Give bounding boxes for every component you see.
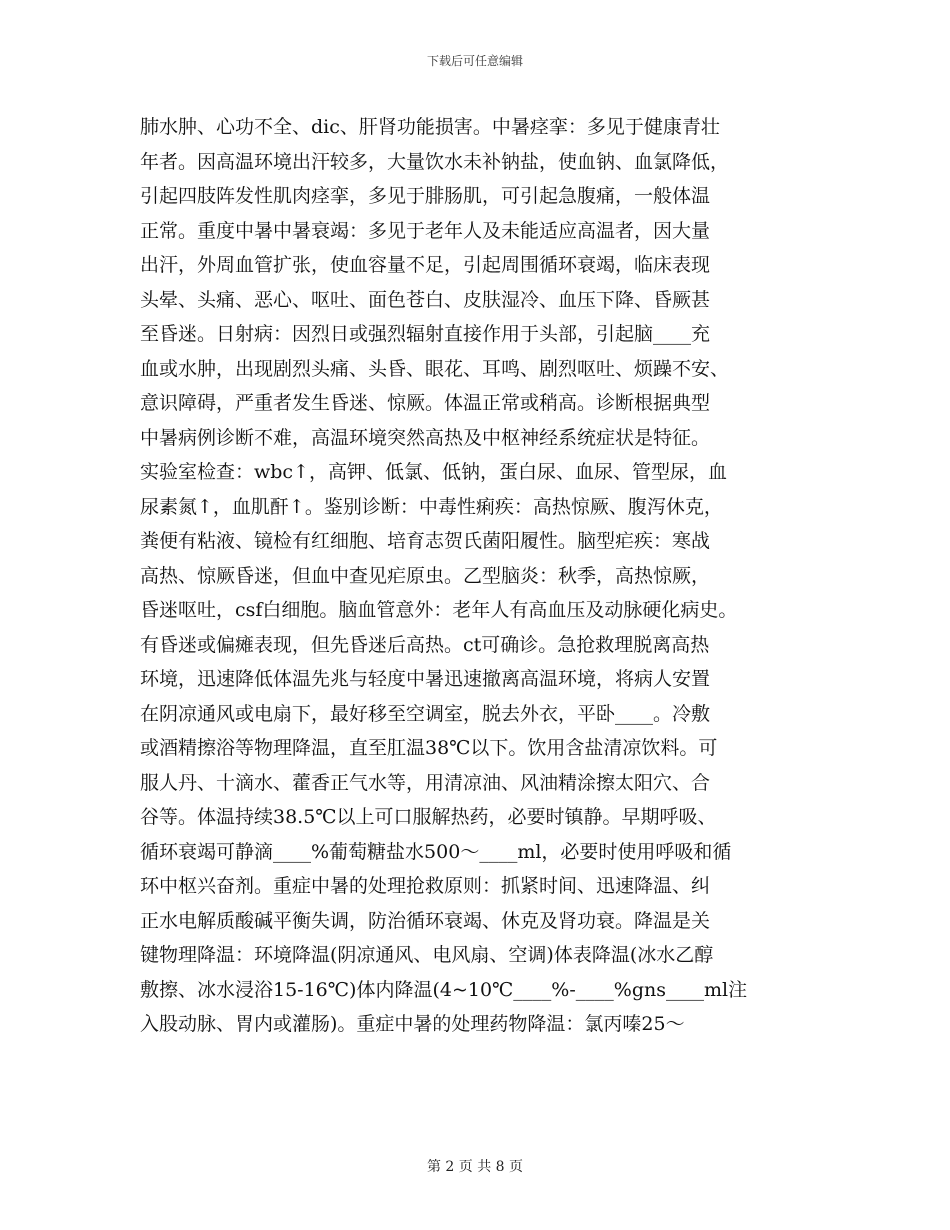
text-line: 实验室检查：wbc↑，高钾、低氯、低钠，蛋白尿、血尿、管型尿，血: [140, 461, 727, 483]
text-line: 年者。因高温环境出汗较多，大量饮水未补钠盐，使血钠、血氯降低，: [140, 150, 730, 173]
text-line: 有昏迷或偏瘫表现，但先昏迷后高热。ct可确诊。急抢救理脱离高热: [140, 633, 710, 656]
text-line: 血或水肿，出现剧烈头痛、头昏、眼花、耳鸣、剧烈呕吐、烦躁不安、: [140, 357, 730, 380]
text-line: 引起四肢阵发性肌肉痉挛，多见于腓肠肌，可引起急腹痛，一般体温: [140, 185, 711, 207]
text-line: 正常。重度中暑中暑衰竭：多见于老年人及未能适应高温者，因大量: [140, 219, 711, 242]
text-line: 谷等。体温持续38.5℃以上可口服解热药，必要时镇静。早期呼吸、: [140, 806, 717, 828]
document-body: [140, 110, 840, 1042]
text-line: 循环衰竭可静滴____%葡萄糖盐水500～____ml，必要时使用呼吸和循: [140, 840, 732, 863]
text-line: 中暑病例诊断不难，高温环境突然高热及中枢神经系统症状是特征。: [140, 426, 711, 449]
text-line: 入股动脉、胃内或灌肠)。重症中暑的处理药物降温：氯丙嗪25～: [140, 1013, 685, 1035]
text-line: 出汗，外周血管扩张，使血容量不足，引起周围循环衰竭，临床表现: [140, 254, 711, 276]
page-header: 下载后可任意编辑: [426, 54, 523, 68]
text-line: 环境，迅速降低体温先兆与轻度中暑迅速撤离高温环境，将病人安置: [140, 668, 711, 690]
text-line: 粪便有粘液、镜检有红细胞、培育志贺氏菌阳履性。脑型疟疾：寒战: [140, 530, 711, 552]
text-line: 键物理降温：环境降温(阴凉通风、电风扇、空调)体表降温(冰水乙醇: [140, 944, 714, 966]
text-line: 至昏迷。日射病：因烈日或强烈辐射直接作用于头部，引起脑____充: [140, 323, 711, 345]
text-line: 环中枢兴奋剂。重症中暑的处理抢救原则：抓紧时间、迅速降温、纠: [140, 875, 711, 897]
text-line: 肺水肿、心功不全、dic、肝肾功能损害。中暑痉挛：多见于健康青壮: [140, 116, 720, 138]
text-line: 意识障碍，严重者发生昏迷、惊厥。体温正常或稍高。诊断根据典型: [140, 392, 711, 414]
text-line: 尿素氮↑，血肌酐↑。鉴别诊断：中毒性痢疾：高热惊厥、腹泻休克，: [140, 495, 723, 518]
text-line: 昏迷呕吐，csf白细胞。脑血管意外：老年人有高血压及动脉硬化病史。: [140, 599, 738, 621]
text-line: 头晕、头痛、恶心、呕吐、面色苍白、皮肤湿冷、血压下降、昏厥甚: [140, 288, 711, 311]
text-line: 正水电解质酸碱平衡失调，防治循环衰竭、休克及肾功衰。降温是关: [140, 909, 711, 932]
text-line: 在阴凉通风或电扇下，最好移至空调室，脱去外衣，平卧____。冷敷: [140, 702, 711, 725]
text-line: 或酒精擦浴等物理降温，直至肛温38℃以下。饮用含盐清凉饮料。可: [140, 737, 718, 759]
text-line: 高热、惊厥昏迷，但血中查见疟原虫。乙型脑炎：秋季，高热惊厥，: [140, 564, 711, 587]
page-footer: 第 2 页 共 8 页: [426, 1159, 524, 1175]
text-line: 服人丹、十滴水、藿香正气水等，用清凉油、风油精涂擦太阳穴、合: [140, 771, 711, 794]
text-line: 敷擦、冰水浸浴15-16℃)体内降温(4~10℃____%-____%gns____ml注: [140, 978, 748, 1001]
